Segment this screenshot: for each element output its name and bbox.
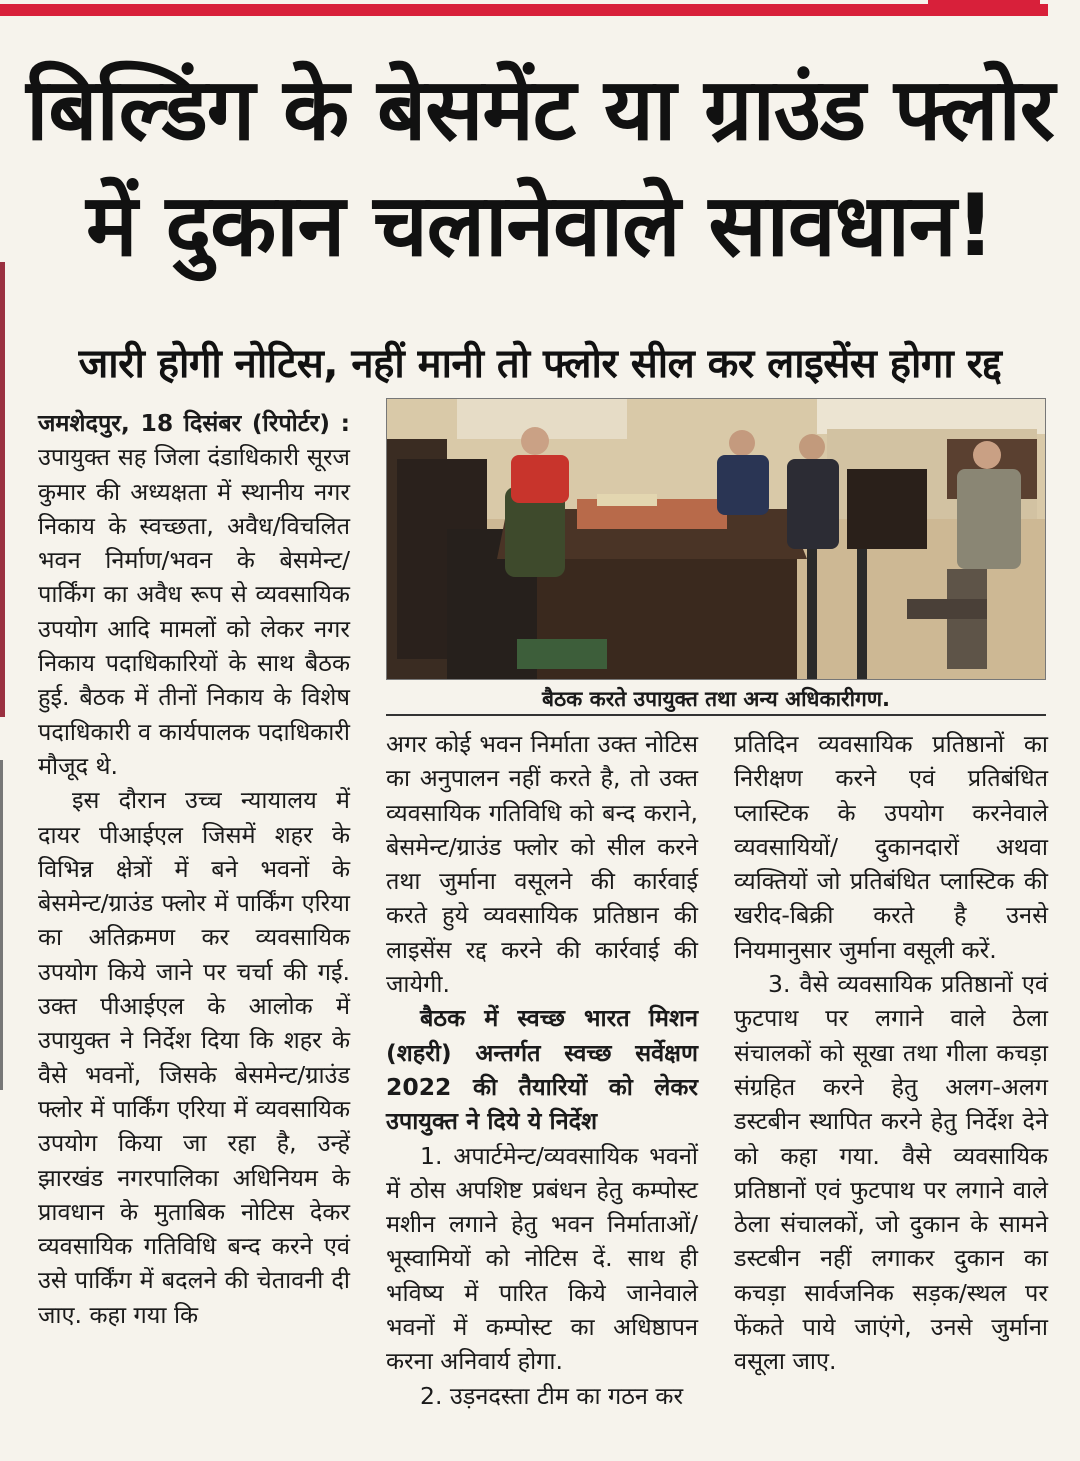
article-paragraph: इस दौरान उच्च न्यायालय में दायर पीआईएल जिसमें शहर के विभिन्न क्षेत्रों में बने भवनों के बेसमेन्ट/ग्राउंड फ्लोर में पार्किंग एरिया का अतिक्रमण कर व्यवसायिक उपयोग किये जाने पर चर्चा की गई. उक्त पीआईएल के आलोक में उपायुक्त ने निर्देश दिया कि शहर के वैसे भवनों, जिसके बेसमेन्ट/ग्राउंड फ्लोर में पार्किंग एरिया में व्यवसायिक उपयोग किया जा रहा है, उन्हें झारखंड नगरपालिका अधिनियम के प्रावधान के मुताबिक नोटिस देकर व्यवसायिक गतिविधि बन्द करने एवं उसे पार्किंग में बदलने की चेतावनी दी जाए. कहा गया कि bbox=[38, 786, 350, 1329]
headline-line-1: बिल्डिंग के बेसमेंट या ग्राउंड फ्लोर bbox=[26, 60, 1054, 160]
article-column-2 bbox=[386, 727, 698, 1413]
meeting-photo-illustration bbox=[387, 399, 1046, 680]
article-paragraph: 1. अपार्टमेन्ट/व्यवसायिक भवनों में ठोस अपशिष्ट प्रबंधन हेतु कम्पोस्ट मशीन लगाने हेतु भवन निर्माताओं/भूस्वामियों को नोटिस दें. साथ ही भविष्य में पारित किये जानेवाले भवनों में कम्पोस्ट का अधिष्ठापन करना अनिवार्य होगा. bbox=[386, 1141, 698, 1376]
section-subheading: बैठक में स्वच्छ भारत मिशन (शहरी) अन्तर्गत स्वच्छ सर्वेक्षण 2022 की तैयारियों को लेकर उपायुक्त ने दिये ये निर्देश bbox=[386, 1004, 698, 1136]
article-paragraph: 3. वैसे व्यवसायिक प्रतिष्ठानों एवं फुटपाथ पर लगाने वाले ठेला संचालकों को सूखा तथा गीला कचड़ा संग्रहित करने हेतु अलग-अलग डस्टबीन स्थापित करने हेतु निर्देश देने को कहा गया. वैसे व्यवसायिक प्रतिष्ठानों एवं फुटपाथ पर लगाने वाले ठेला संचालकों, जो दुकान के सामने डस्टबीन नहीं लगाकर दुकान का कचड़ा सार्वजनिक सड़क/स्थल पर फेंकते पाये जाएंगे, उनसे जुर्माना वसूला जाए. bbox=[734, 970, 1048, 1376]
headline bbox=[20, 52, 1060, 284]
article-paragraph: 2. उड़नदस्ता टीम का गठन कर bbox=[420, 1381, 684, 1410]
subheadline: जारी होगी नोटिस, नहीं मानी तो फ्लोर सील कर लाइसेंस होगा रद्द bbox=[78, 341, 1002, 387]
article-paragraph: अगर कोई भवन निर्माता उक्त नोटिस का अनुपालन नहीं करते है, तो उक्त व्यवसायिक गतिविधि को बन्द कराने, बेसमेन्ट/ग्राउंड फ्लोर को सील करने तथा जुर्माना वसूलने की कार्रवाई करते हुये व्यवसायिक प्रतिष्ठान की लाइसेंस रद्द करने की कार्रवाई की जायेगी. bbox=[386, 730, 698, 999]
dateline: जमशेदपुर, 18 दिसंबर (रिपोर्टर) : bbox=[38, 409, 350, 437]
article-column-3 bbox=[734, 727, 1048, 1379]
paragraph-text: उपायुक्त सह जिला दंडाधिकारी सूरज कुमार की अध्यक्षता में स्थानीय नगर निकाय के स्वच्छता, अवैध/विचलित भवन निर्माण/भवन के बेसमेन्ट/पार्किंग का अवैध रूप से व्यवसायिक उपयोग आदि मामलों को लेकर नगर निकाय पदाधिकारियों के साथ बैठक हुई. बैठक में तीनों निकाय के विशेष पदाधिकारी व कार्यपालक पदाधिकारी मौजूद थे. bbox=[38, 443, 350, 780]
article-column-1 bbox=[38, 406, 350, 1332]
article-paragraph bbox=[38, 406, 350, 783]
article-paragraph: प्रतिदिन व्यवसायिक प्रतिष्ठानों का निरीक्षण करने एवं प्रतिबंधित प्लास्टिक के उपयोग करनेवाले व्यवसायियों/ दुकानदारों अथवा व्यक्तियों जो प्रतिबंधित प्लास्टिक की खरीद-बिक्री करते है उनसे नियमानुसार जुर्माना वसूली करें. bbox=[734, 730, 1048, 964]
adjacent-page-edge bbox=[0, 262, 5, 717]
meeting-photo bbox=[386, 398, 1046, 680]
top-accent-bar bbox=[0, 4, 1048, 16]
adjacent-page-edge-lower bbox=[0, 760, 3, 1090]
headline-line-2: में दुकान चलानेवाले सावधान! bbox=[86, 176, 994, 276]
photo-caption: बैठक करते उपायुक्त तथा अन्य अधिकारीगण. bbox=[386, 682, 1046, 716]
